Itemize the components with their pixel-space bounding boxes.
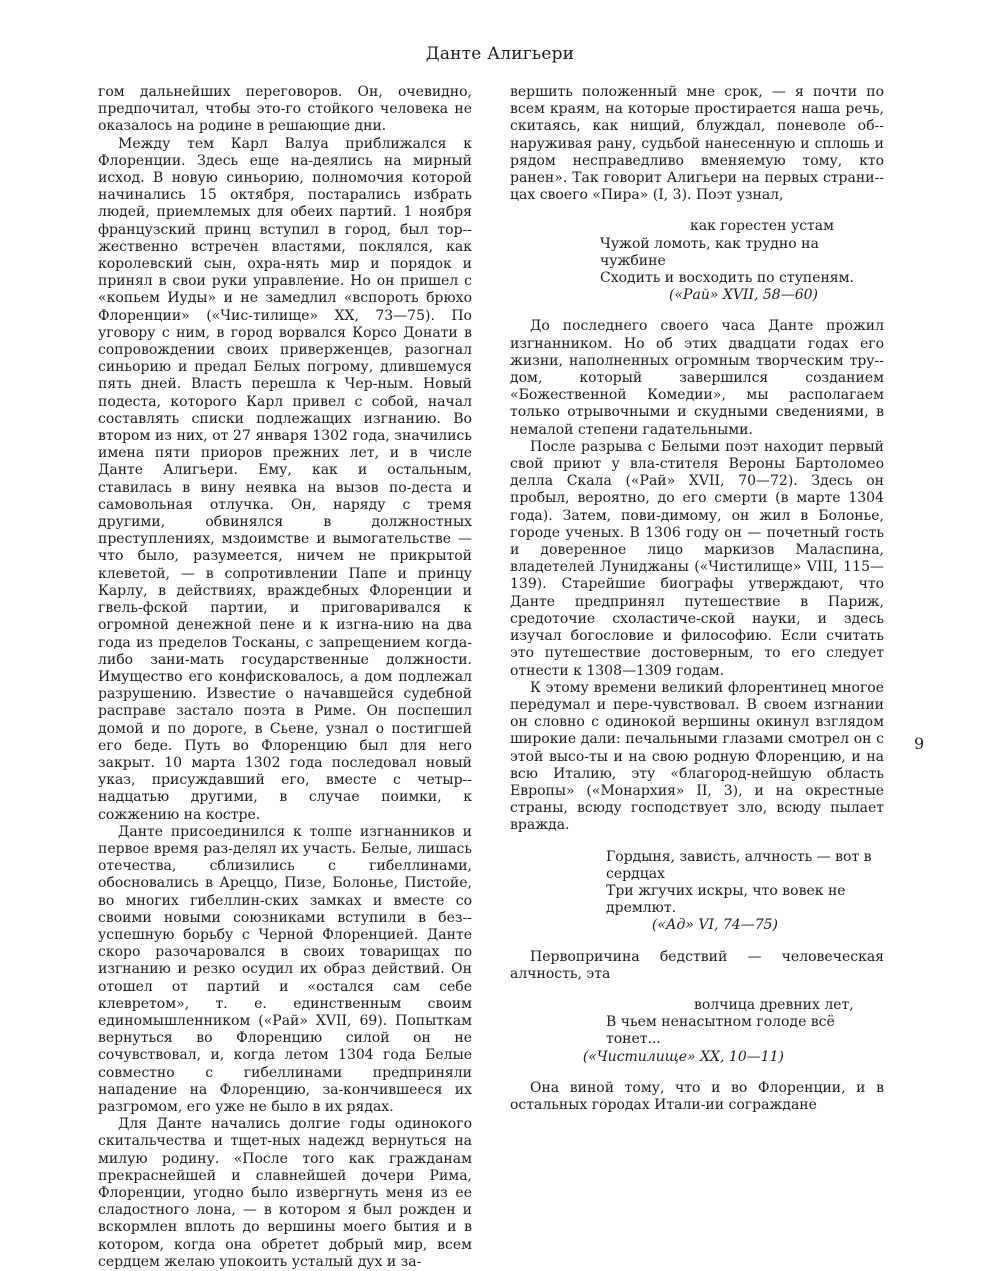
- paragraph: вершить положенный мне срок, — я почти по всем краям, на которые простирается наша речь, скитаясь, как нищий, блуждал, поневоле об-наруживая рану, судьбой нанесенную и сплошь и рядом несправедливо вменяемую тому, кто ранен». Так говорит Алигьери на первых страни-цах своего «Пира» (I, 3). Поэт узнал,: [510, 84, 884, 204]
- verse-line: волчица древних лет,: [694, 996, 854, 1013]
- running-head-title: Данте Алигьери: [425, 44, 575, 64]
- paragraph: гом дальнейших переговоров. Он, очевидно, предпочитал, чтобы это-го стойкого человека не оказалось на родине в решающие дни.: [98, 84, 472, 135]
- right-column: [510, 84, 884, 1114]
- paragraph: Первопричина бедствий — человеческая алчность, эта: [510, 948, 884, 982]
- verse-source: («Чистилище» XX, 10—11): [582, 1048, 784, 1065]
- verse-quote: [510, 218, 884, 304]
- verse-source: («Ад» VI, 74—75): [651, 917, 778, 934]
- paragraph: После разрыва с Белыми поэт находит первый свой приют у вла-стителя Вероны Бартоломео делла Скала («Рай» XVII, 70—72). Здесь он пробыл, вероятно, до его смерти (в марте 1304 года). Затем, пови-димому, он жил в Болонье, городе ученых. В 1306 году он — почетный гость и доверенное лицо маркизов Маласпина, владетелей Луниджаны («Чистилище» VIII, 115—139). Старейшие биографы утверждают, что Данте предпринял путешествие в Париж, средоточие схоластиче-ской науки, и здесь изучал богословие и философию. Если считать это путешествие достоверным, то его следует отнести к 1308—1309 годам.: [510, 438, 884, 679]
- verse-line: В чьем ненасытном голоде всё тонет...: [606, 1014, 835, 1048]
- verse-line: Чужой ломоть, как трудно на чужбине: [600, 235, 819, 269]
- paragraph: Она виной тому, что и во Флоренции, и в остальных городах Итали-ии сограждане: [510, 1079, 884, 1113]
- page-number: 9: [914, 734, 925, 753]
- left-column: [98, 84, 472, 1271]
- verse-line: Три жгучих искры, что вовек не дремлют.: [606, 882, 846, 917]
- paragraph: Между тем Карл Валуа приближался к Флоренции. Здесь еще на-деялись на мирный исход. В новую синьорию, полномочия которой начинались 15 октября, постарались избрать людей, приемлемых для обеих партий. 1 ноября французский принц вступил в город, был тор-жественно встречен властями, поклялся, как королевский сын, охра-нять мир и порядок и принял в свои руки управление. Но он пришел с «копьем Иуды» и не замедлил «вспороть брюхо Флоренции» («Чис-тилище» XX, 73—75). По уговору с ним, в город ворвался Корсо Донати в сопровождении своих приверженцев, разогнал синьорию и предал Белых погрому, длившемуся пять дней. Власть перешла к Чер-ным. Новый подеста, которого Карл привел с собой, начал составлять списки подлежащих изгнанию. Во втором из них, от 27 января 1302 года, значились имена пяти приоров прежних лет, и в числе Данте Алигьери. Ему, как и остальным, ставилась в вину неявка на вызов по-деста и самовольная отлучка. Он, наряду с тремя другими, обвинялся в должностных преступлениях, мздоимстве и вымогательстве — что было, разумеется, ничем не прикрытой клеветой, — в сопротивлении Папе и принцу Карлу, в действиях, враждебных Флоренции и гвель-фской партии, и приговаривался к огромной денежной пене и к изгна-нию на два года из пределов Тосканы, с запрещением когда-либо зани-мать государственные должности. Имущество его конфисковалось, а дом подлежал разрушению. Известие о начавшейся судебной расправе застало поэта в Риме. Он поспешил домой и по дороге, в Сьене, узнал о постигшей его беде. Путь во Флоренцию был для него закрыт. 10 марта 1302 года последовал новый указ, присуждавший его, вместе с четыр-надцатью другими, в случае поимки, к сожжению на костре.: [98, 135, 472, 823]
- verse-line: Сходить и восходить по ступеням.: [600, 270, 854, 287]
- verse-source: («Рай» XVII, 58—60): [669, 287, 818, 304]
- paragraph: К этому времени великий флорентинец многое передумал и пере-чувствовал. В своем изгнании он словно с одинокой вершины окинул взглядом широкие дали: печальными глазами смотрел он с этой высо-ты и на свою родную Флоренцию, и на всю Италию, эту «благород-нейшую область Европы» («Монархия» II, 3), и на окрестные страны, всюду господствует зло, всюду пылает вражда.: [510, 679, 884, 834]
- paragraph: До последнего своего часа Данте прожил изгнанником. Но об этих двадцати годах его жизни, наполненных огромным творческим тру-дом, который завершился созданием «Божественной Комедии», мы располагаем только отрывочными и скудными сведениями, в немалой степени гадательными.: [510, 318, 884, 438]
- paragraph: Данте присоединился к толпе изгнанников и первое время раз-делял их участь. Белые, лишась отечества, сблизились с гибеллинами, обосновались в Ареццо, Пизе, Болонье, Пистойе, во многих гибеллин-ских замках и вместе со своими новыми союзниками вступили в без-успешную борьбу с Черной Флоренцией. Данте скоро разочаровался в своих товарищах по изгнанию и резко осудил их образ действий. Он отошел от партий и «остался сам себе клевретом», т. е. единственным своим единомышленником («Рай» XVII, 69). Попыткам вернуться во Флоренцию силой он не сочувствовал, и, когда летом 1304 года Белые совместно с гибеллинами предприняли нападение на Флоренцию, за-кончившееся их разгромом, его уже не было в их рядах.: [98, 823, 472, 1115]
- verse-line: Гордыня, зависть, алчность — вот в сердцах: [606, 848, 872, 882]
- verse-quote: [510, 849, 884, 935]
- verse-quote: [510, 997, 884, 1066]
- verse-line: как горестен устам: [690, 218, 835, 235]
- paragraph: Для Данте начались долгие годы одинокого скитальчества и тщет-ных надежд вернуться на милую родину. «После того как гражданам прекраснейшей и славнейшей дочери Рима, Флоренции, угодно было извергнуть меня из ее сладостного лона, — в котором я был рожден и вскормлен вплоть до вершины моего бытия и в котором, когда она обретет добрый мир, всем сердцем желаю упокоить усталый дух и за-: [98, 1116, 472, 1270]
